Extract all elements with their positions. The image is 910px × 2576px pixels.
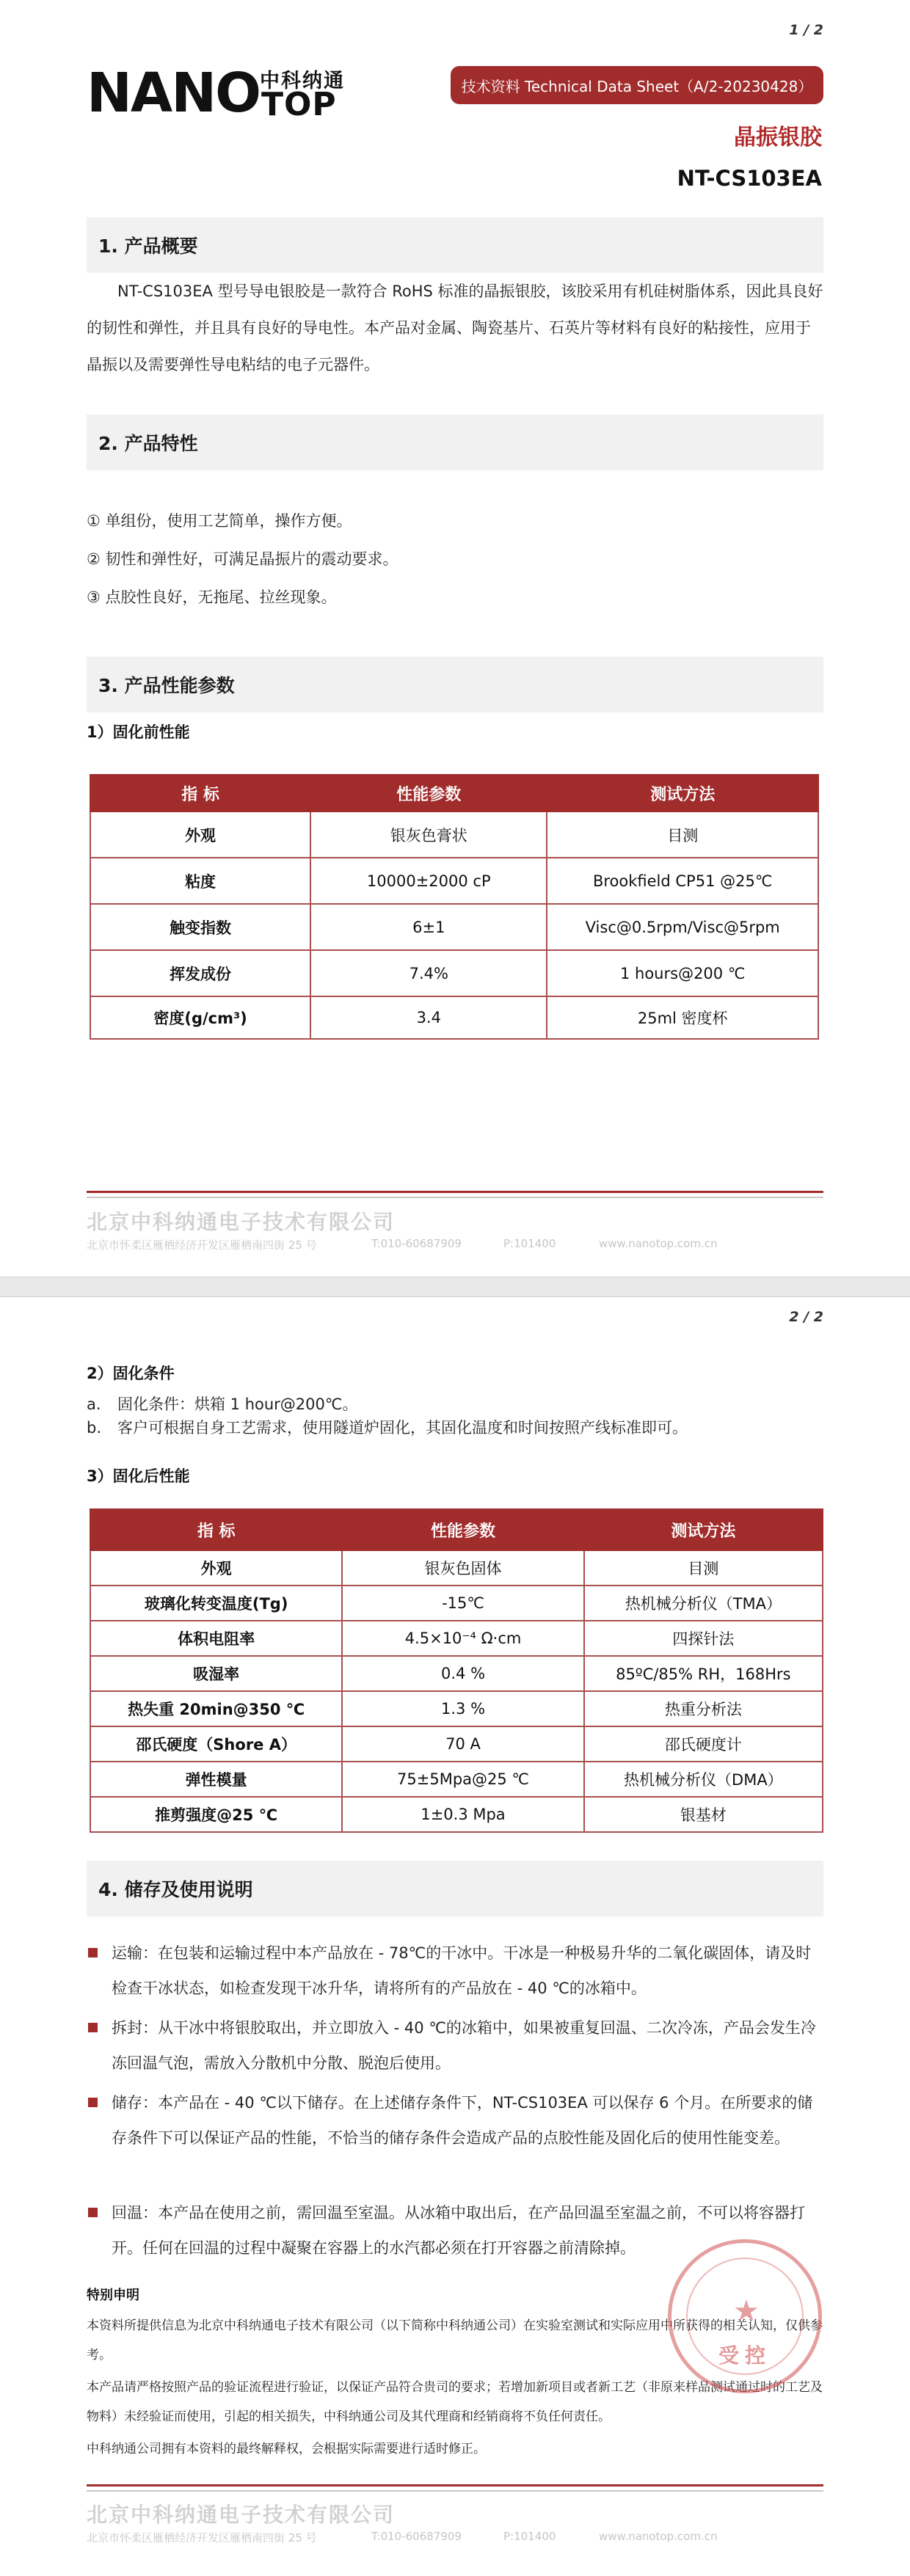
footer-post: P:101400 — [503, 2530, 556, 2543]
company-seal-stamp — [668, 2239, 822, 2393]
cell-value: 10000±2000 cP — [310, 858, 547, 904]
table-row — [90, 1691, 823, 1726]
cell-item: 外观 — [90, 1550, 342, 1586]
table-row — [90, 1726, 823, 1762]
table-row — [90, 1762, 823, 1797]
cell-method: 银基材 — [584, 1797, 823, 1832]
cell-item: 邵氏硬度（Shore A） — [90, 1726, 342, 1762]
table-row — [90, 1621, 823, 1656]
cell-value: 6±1 — [310, 904, 547, 950]
cell-method: 四探针法 — [584, 1621, 823, 1656]
col-header-method: 测试方法 — [584, 1509, 823, 1550]
cell-item: 触变指数 — [90, 904, 310, 950]
storage-item-unpack: 拆封：从干冰中将银胶取出，并立即放入 - 40 ℃的冰箱中，如果被重复回温、二次冷冻，产品会发生冷冻回温气泡，需放入分散机中分散、脱泡后使用。 — [87, 2010, 823, 2081]
square-bullet-icon — [88, 1948, 98, 1957]
footer-contact-info — [87, 2530, 823, 2545]
product-title-cn: 晶振银胶 — [734, 125, 822, 150]
square-bullet-icon — [88, 2023, 98, 2032]
cell-method: 85ºC/85% RH，168Hrs — [584, 1656, 823, 1691]
table-header-row — [90, 775, 818, 811]
table-row — [90, 950, 818, 996]
cell-method: 目测 — [547, 811, 818, 858]
cell-item: 外观 — [90, 811, 310, 858]
cell-item: 推剪强度@25 ℃ — [90, 1797, 342, 1832]
page-separator — [0, 1277, 910, 1297]
logo-nano-text: NANO — [87, 62, 261, 125]
footer-post: P:101400 — [503, 1237, 556, 1250]
cell-value: 0.4 % — [342, 1656, 583, 1691]
footer-tel: T:010-60687909 — [371, 1237, 462, 1250]
feature-item: ② 韧性和弹性好，可满足晶振片的震动要求。 — [87, 550, 398, 568]
logo-cn-text: 中科纳通 — [260, 70, 345, 92]
footer-company-name: 北京中科纳通电子技术有限公司 — [87, 2503, 396, 2527]
stamp-controlled-text: 受控 — [718, 2343, 772, 2368]
cell-item: 弹性模量 — [90, 1762, 342, 1797]
page-number: 2 / 2 — [789, 1309, 823, 1325]
footer-website: www.nanotop.com.cn — [599, 2530, 718, 2543]
table-row — [90, 904, 818, 950]
section-overview-heading: 1. 产品概要 — [87, 217, 823, 273]
subheading-post-cure: 3）固化后性能 — [87, 1467, 190, 1485]
cell-value: 70 A — [342, 1726, 583, 1762]
cell-item: 体积电阻率 — [90, 1621, 342, 1656]
list-marker: b. — [87, 1419, 102, 1437]
table-header-row — [90, 1509, 823, 1550]
pre-cure-table — [90, 774, 819, 1040]
cell-method: 1 hours@200 ℃ — [547, 950, 818, 996]
cell-value: -15℃ — [342, 1586, 583, 1621]
section-storage-heading: 4. 储存及使用说明 — [87, 1861, 823, 1916]
list-marker: a. — [87, 1395, 101, 1413]
special-statement-line: 本产品请严格按照产品的验证流程进行验证，以保证产品符合贵司的要求；若增加新项目或者新工艺（非原来样品测试通过时的工艺及物料）未经验证而使用，引起的相关损失，中科纳通公司及其代理商和经销商将不负任何责任。 — [87, 2380, 823, 2424]
col-header-value: 性能参数 — [342, 1509, 583, 1550]
product-title-en: NT-CS103EA — [677, 166, 822, 191]
doc-type-badge: 技术资料 Technical Data Sheet（A/2-20230428） — [451, 66, 823, 104]
logo-top-text: TOP — [261, 86, 337, 123]
footer-contact-info — [87, 1237, 823, 1252]
cell-item: 吸湿率 — [90, 1656, 342, 1691]
col-header-item: 指 标 — [90, 775, 310, 811]
table-row — [90, 1656, 823, 1691]
storage-item-transport: 运输：在包装和运输过程中本产品放在 - 78℃的干冰中。干冰是一种极易升华的二氧化碳固体，请及时检查干冰状态，如检查发现干冰升华，请将所有的产品放在 - 40 ℃的冰箱中。 — [87, 1935, 823, 2006]
cell-value: 1±0.3 Mpa — [342, 1797, 583, 1832]
footer-website: www.nanotop.com.cn — [599, 1237, 718, 1250]
table-row — [90, 1550, 823, 1586]
square-bullet-icon — [88, 2098, 98, 2107]
cell-item: 粘度 — [90, 858, 310, 904]
storage-item-thaw: 回温：本产品在使用之前，需回温至室温。从冰箱中取出后，在产品回温至室温之前，不可以将容器打开。任何在回温的过程中凝聚在容器上的水汽都必须在打开容器之前清除掉。 — [87, 2195, 823, 2266]
cell-method: 目测 — [584, 1550, 823, 1586]
footer-address: 北京市怀柔区雁栖经济开发区雁栖南四街 25 号 — [87, 2531, 317, 2544]
feature-item: ③ 点胶性良好，无拖尾、拉丝现象。 — [87, 588, 337, 606]
cell-value: 1.3 % — [342, 1691, 583, 1726]
cure-condition-item — [87, 1416, 688, 1440]
cell-method: 邵氏硬度计 — [584, 1726, 823, 1762]
col-header-method: 测试方法 — [547, 775, 818, 811]
cell-value: 银灰色固体 — [342, 1550, 583, 1586]
cell-item: 密度(g/cm³) — [90, 996, 310, 1039]
post-cure-table — [90, 1508, 823, 1833]
list-text: 客户可根据自身工艺需求，使用隧道炉固化，其固化温度和时间按照产线标准即可。 — [117, 1419, 688, 1437]
list-text: 固化条件：烘箱 1 hour@200℃。 — [117, 1395, 358, 1413]
footer-rule — [87, 1191, 823, 1203]
section-features-heading: 2. 产品特性 — [87, 415, 823, 470]
cell-item: 玻璃化转变温度(Tg) — [90, 1586, 342, 1621]
special-statement-line: 本资料所提供信息为北京中科纳通电子技术有限公司（以下简称中科纳通公司）在实验室测试和实际应用中所获得的相关认知，仅供参考。 — [87, 2318, 823, 2362]
footer-tel: T:010-60687909 — [371, 2530, 462, 2543]
cell-method: Brookfield CP51 @25℃ — [547, 858, 818, 904]
table-row — [90, 811, 818, 858]
footer-company-name: 北京中科纳通电子技术有限公司 — [87, 1210, 396, 1234]
cell-item: 热失重 20min@350 ℃ — [90, 1691, 342, 1726]
cell-method: 25ml 密度杯 — [547, 996, 818, 1039]
company-logo — [87, 62, 351, 125]
footer-rule — [87, 2484, 823, 2496]
star-icon: ★ — [733, 2294, 760, 2328]
cell-item: 挥发成份 — [90, 950, 310, 996]
page-1 — [0, 0, 910, 1277]
table-row — [90, 1797, 823, 1832]
col-header-item: 指 标 — [90, 1509, 342, 1550]
col-header-value: 性能参数 — [310, 775, 547, 811]
cell-method: Visc@0.5rpm/Visc@5rpm — [547, 904, 818, 950]
cell-value: 银灰色膏状 — [310, 811, 547, 858]
section-params-heading: 3. 产品性能参数 — [87, 657, 823, 712]
table-row — [90, 1586, 823, 1621]
special-statement-title: 特别申明 — [87, 2288, 139, 2303]
cell-method: 热机械分析仪（DMA） — [584, 1762, 823, 1797]
cell-value: 4.5×10⁻⁴ Ω·cm — [342, 1621, 583, 1656]
cell-method: 热机械分析仪（TMA） — [584, 1586, 823, 1621]
footer-address: 北京市怀柔区雁栖经济开发区雁栖南四街 25 号 — [87, 1238, 317, 1252]
cell-value: 3.4 — [310, 996, 547, 1039]
subheading-pre-cure: 1）固化前性能 — [87, 723, 190, 741]
feature-item: ① 单组份，使用工艺简单，操作方便。 — [87, 512, 352, 530]
page-number: 1 / 2 — [789, 22, 823, 38]
special-statement-line: 中科纳通公司拥有本资料的最终解释权，会根据实际需要进行适时修正。 — [87, 2442, 486, 2456]
cure-condition-item — [87, 1393, 357, 1416]
table-row — [90, 858, 818, 904]
square-bullet-icon — [88, 2208, 98, 2217]
subheading-cure-conditions: 2）固化条件 — [87, 1365, 175, 1382]
cell-value: 75±5Mpa@25 ℃ — [342, 1762, 583, 1797]
cell-method: 热重分析法 — [584, 1691, 823, 1726]
table-row — [90, 996, 818, 1039]
cell-value: 7.4% — [310, 950, 547, 996]
overview-paragraph: NT-CS103EA 型号导电银胶是一款符合 RoHS 标准的晶振银胶，该胶采用有机硅树脂体系，因此具良好的韧性和弹性，并且具有良好的导电性。本产品对金属、陶瓷基片、石英片等材料有良好的粘接性，应用于晶振以及需要弹性导电粘结的电子元器件。 — [87, 282, 823, 373]
storage-item-storage: 储存：本产品在 - 40 ℃以下储存。在上述储存条件下，NT-CS103EA 可以保存 6 个月。在所要求的储存条件下可以保证产品的性能，不恰当的储存条件会造成产品的点胶性能及固化后的使用性能变差。 — [87, 2085, 823, 2156]
